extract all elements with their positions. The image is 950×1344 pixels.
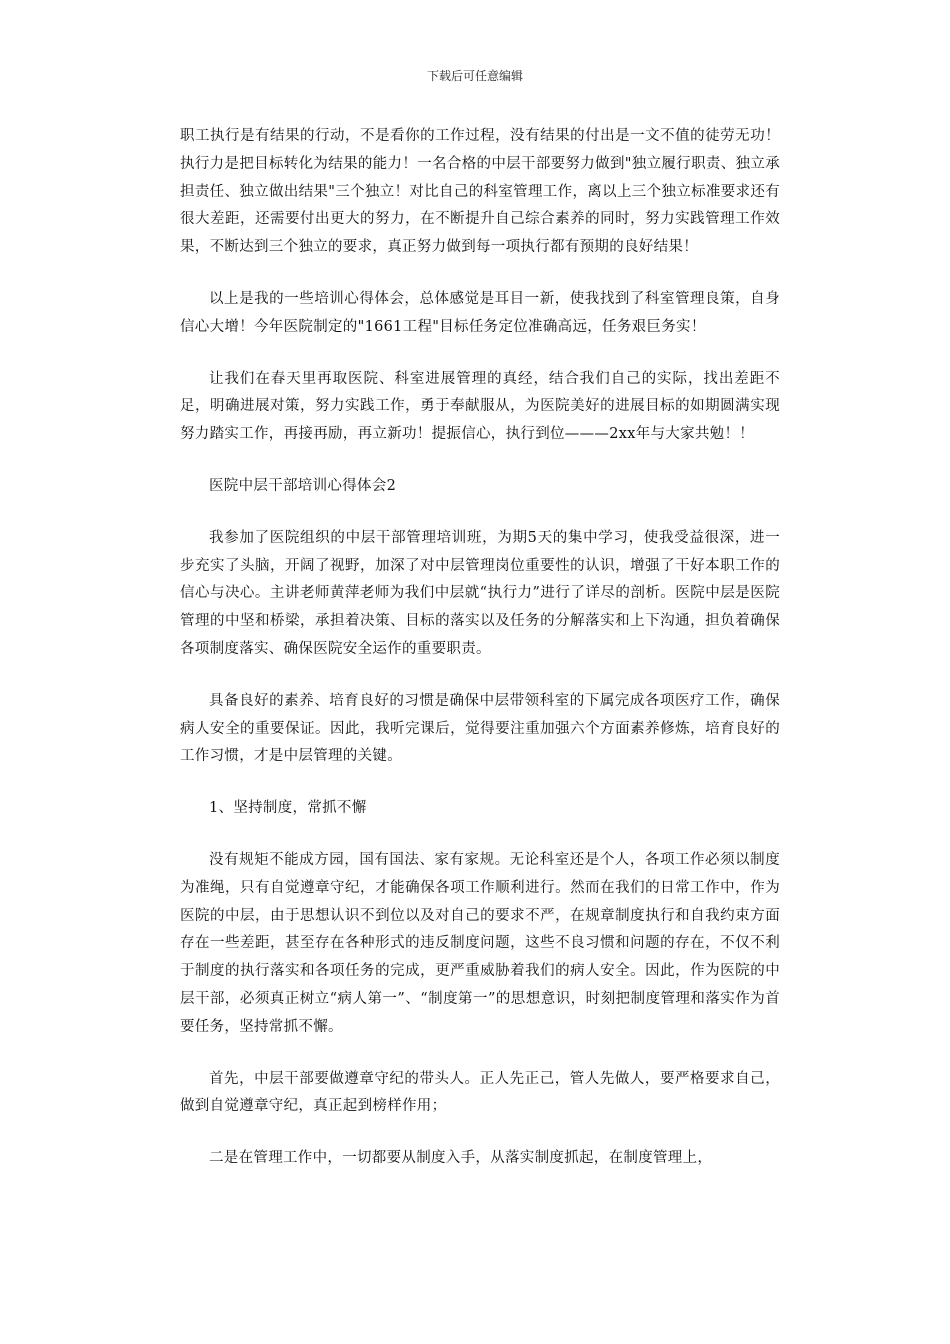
paragraph-lead-by-example: 首先，中层干部要做遵章守纪的带头人。正人先正己，管人先做人，要严格要求自己，做到自觉遵章守纪，真正起到榜样作用； [180, 1070, 780, 1115]
document-body [180, 123, 780, 1197]
page-header-note: 下载后可任意编辑 [426, 69, 523, 83]
paragraph-good-habits: 具备良好的素养、培育良好的习惯是确保中层带领科室的下属完成各项医疗工作，确保病人安全的重要保证。因此，我听完课后，觉得要注重加强六个方面素养修炼，培育良好的工作习惯，才是中层管理的关键。 [180, 692, 780, 765]
paragraph-training-summary: 以上是我的一些培训心得体会，总体感觉是耳目一新，使我找到了科室管理良策，自身信心大增！今年医院制定的"1661工程"目标任务定位准确高远，任务艰巨务实！ [180, 290, 780, 335]
section-heading-2: 医院中层干部培训心得体会2 [209, 477, 397, 494]
paragraph-execution-results: 职工执行是有结果的行动，不是看你的工作过程，没有结果的付出是一文不值的徒劳无功！执行力是把目标转化为结果的能力！一名合格的中层干部要努力做到"独立履行职责、独立承担责任、独立做出结果"三个独立！对比自己的科室管理工作，离以上三个独立标准要求还有很大差距，还需要付出更大的努力，在不断提升自己综合素养的同时，努力实践管理工作效果，不断达到三个独立的要求，真正努力做到每一项执行都有预期的良好结果！ [180, 128, 780, 256]
subheading-adhere-rules: 1、坚持制度，常抓不懈 [209, 800, 367, 817]
paragraph-spring-call: 让我们在春天里再取医院、科室进展管理的真经，结合我们自己的实际，找出差距不足，明确进展对策，努力实践工作，勇于奉献服从，为医院美好的进展目标的如期圆满实现努力踏实工作，再接再励，再立新功！提振信心，执行到位———2xx年与大家共勉！！ [180, 370, 780, 443]
paragraph-rules-importance: 没有规矩不能成方园，国有国法、家有家规。无论科室还是个人，各项工作必须以制度为准绳，只有自觉遵章守纪，才能确保各项工作顺利进行。然而在我们的日常工作中，作为医院的中层，由于思想认识不到位以及对自己的要求不严，在规章制度执行和自我约束方面存在一些差距，甚至存在各种形式的违反制度问题，这些不良习惯和问题的存在，不仅不利于制度的执行落实和各项任务的完成，更严重威胁着我们的病人安全。因此，作为医院的中层干部，必须真正树立“病人第一”、“制度第一”的思想意识，时刻把制度管理和落实作为首要任务，坚持常抓不懈。 [180, 851, 780, 1035]
paragraph-management-start: 二是在管理工作中，一切都要从制度入手，从落实制度抓起，在制度管理上， [209, 1150, 713, 1167]
paragraph-training-course: 我参加了医院组织的中层干部管理培训班，为期5天的集中学习，使我受益很深，进一步充实了头脑，开阔了视野，加深了对中层管理岗位重要性的认识，增强了干好本职工作的信心与决心。主讲老师黄萍老师为我们中层就“执行力”进行了详尽的剖析。医院中层是医院管理的中坚和桥梁，承担着决策、目标的落实以及任务的分解落实和上下沟通，担负着确保各项制度落实、确保医院安全运作的重要职责。 [180, 529, 780, 657]
